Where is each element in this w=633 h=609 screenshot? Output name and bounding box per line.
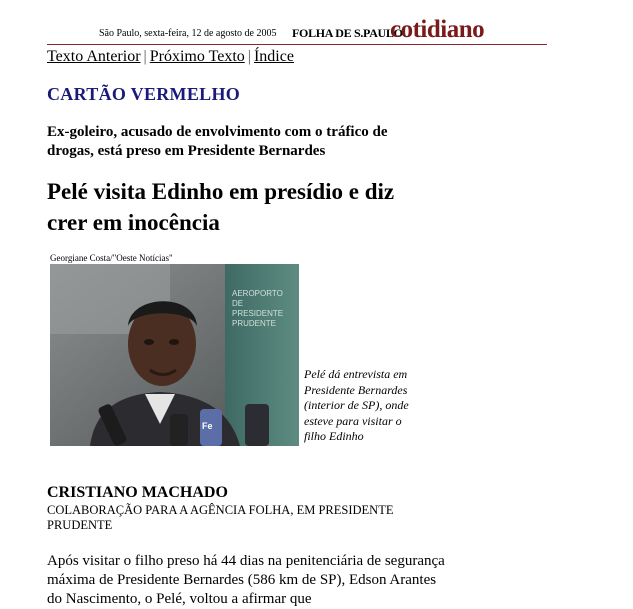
section-title: cotidiano <box>390 16 485 43</box>
article-kicker: CARTÃO VERMELHO <box>47 84 241 104</box>
photo-credit: Georgiane Costa/"Oeste Notícias" <box>50 253 173 263</box>
nav-separator: | <box>247 48 251 65</box>
next-text-link[interactable]: Próximo Texto <box>149 48 245 65</box>
previous-text-link[interactable]: Texto Anterior <box>47 48 141 65</box>
index-link[interactable]: Índice <box>253 48 294 65</box>
nav-separator: | <box>143 48 147 65</box>
svg-text:PRUDENTE: PRUDENTE <box>232 319 277 328</box>
article-subhead: Ex-goleiro, acusado de envolvimento com o tráfico de drogas, está preso em Presidente Bernardes <box>47 124 388 159</box>
article-headline: Pelé visita Edinho em presídio e diz crer em inocência <box>47 179 395 235</box>
sign-text: AEROPORTO <box>232 289 283 298</box>
article-navigation <box>47 48 294 66</box>
author-role: COLABORAÇÃO PARA A AGÊNCIA FOLHA, EM PRESIDENTE PRUDENTE <box>47 503 394 532</box>
svg-text:PRESIDENTE: PRESIDENTE <box>232 309 284 318</box>
article-photo <box>50 264 299 446</box>
edition-date: São Paulo, sexta-feira, 12 de agosto de 2005 <box>99 28 277 39</box>
header-divider <box>47 44 547 45</box>
masthead <box>47 14 547 44</box>
photo-illustration <box>50 264 299 446</box>
photo-caption: Pelé dá entrevista em Presidente Bernardes (interior de SP), onde esteve para visitar o filho Edinho <box>304 367 409 443</box>
article-body: Após visitar o filho preso há 44 dias na penitenciária de segurança máxima de Presidente Bernardes (586 km de SP), Edson Arantes do Nascimento, o Pelé, voltou a afirmar que <box>47 553 445 607</box>
newspaper-logo: FOLHA DE S.PAULO <box>292 26 403 40</box>
author-name: CRISTIANO MACHADO <box>47 484 228 501</box>
svg-text:DE: DE <box>232 299 244 308</box>
svg-text:Fe: Fe <box>202 421 213 431</box>
